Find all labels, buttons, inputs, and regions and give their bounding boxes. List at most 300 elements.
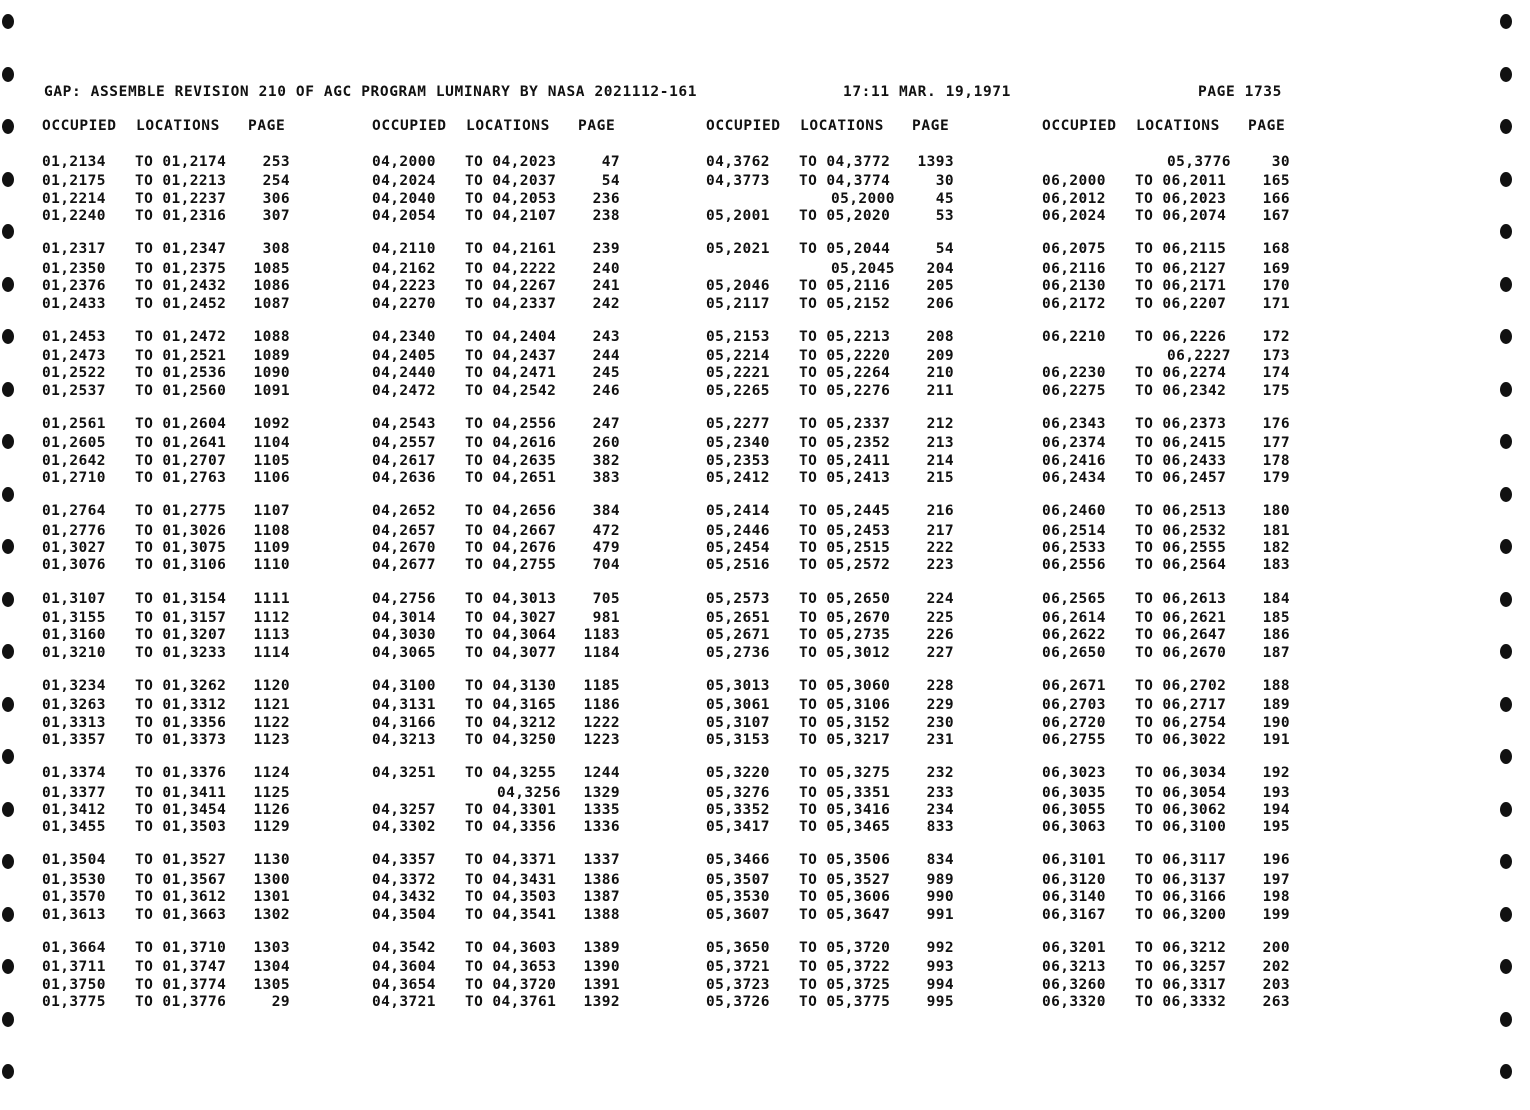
page-number: 1303 (253, 939, 290, 956)
page-number: 1085 (253, 260, 290, 277)
from-location: 05,3276 (706, 784, 770, 801)
to-location: TO 06,2613 (1135, 590, 1227, 607)
to-location: TO 06,2415 (1135, 435, 1227, 452)
to-location: TO 05,3012 (799, 644, 891, 661)
from-location: 04,2340 (372, 328, 436, 345)
from-location: 05,3466 (706, 852, 770, 869)
to-location: TO 05,2116 (799, 278, 891, 295)
to-location: TO 06,2127 (1135, 260, 1227, 277)
column-header-page: PAGE (1248, 118, 1286, 134)
from-location: 06,2416 (1042, 452, 1106, 469)
to-location: TO 05,2411 (799, 452, 891, 469)
page-number: 231 (926, 732, 954, 748)
from-location: 05,3107 (706, 714, 770, 731)
page-number: 234 (926, 801, 954, 818)
feed-hole (2, 1012, 14, 1027)
page-number: 245 (592, 365, 620, 382)
from-location: 06,2614 (1042, 609, 1106, 626)
page-number: 1111 (253, 590, 290, 607)
page-number: 215 (926, 470, 954, 487)
to-location: TO 01,3106 (135, 557, 227, 574)
feed-hole (2, 539, 14, 554)
page-number: 168 (1262, 241, 1290, 258)
from-location: 05,2001 (706, 208, 770, 225)
to-location: TO 05,2220 (799, 348, 891, 364)
page-number: 1107 (253, 503, 290, 520)
from-location: 05,2221 (706, 365, 770, 382)
page-number: 705 (592, 590, 620, 607)
to-location: TO 05,3416 (799, 801, 891, 818)
to-location: TO 04,2107 (465, 208, 557, 225)
from-location: 01,3210 (42, 644, 106, 661)
from-location: 04,3257 (372, 801, 436, 818)
page-number: 254 (262, 173, 290, 190)
to-location: TO 04,3603 (465, 939, 557, 956)
page-number: 167 (1262, 208, 1290, 225)
from-location: 06,2460 (1042, 503, 1106, 520)
page-number: 224 (926, 590, 954, 607)
to-location: TO 04,3077 (465, 644, 557, 661)
page-number: 253 (262, 154, 290, 170)
page-number: 54 (935, 241, 954, 258)
to-location: TO 04,2437 (465, 348, 557, 364)
page-number: 54 (601, 173, 620, 190)
from-location: 04,2677 (372, 557, 436, 574)
page-number: 214 (926, 452, 954, 469)
page-number: 30 (1271, 154, 1290, 170)
from-location: 05,3507 (706, 871, 770, 888)
from-location: 04,3654 (372, 976, 436, 993)
feed-hole (2, 224, 14, 239)
page-number: 206 (926, 295, 954, 312)
column-header-page: PAGE (578, 118, 616, 134)
to-location: TO 04,2651 (465, 470, 557, 487)
feed-hole (1500, 277, 1512, 292)
from-location: 04,2652 (372, 503, 436, 520)
from-location: 04,3131 (372, 697, 436, 714)
feed-hole (2, 329, 14, 344)
to-location: TO 01,3026 (135, 522, 227, 539)
page-number: 1121 (253, 697, 290, 714)
from-location: 06,2434 (1042, 470, 1106, 487)
to-location: TO 01,3663 (135, 906, 227, 923)
to-location: TO 05,3506 (799, 852, 891, 869)
to-location: TO 05,3106 (799, 697, 891, 714)
from-location: 01,3160 (42, 627, 106, 644)
from-location: 01,3530 (42, 871, 106, 888)
to-location: TO 01,3454 (135, 801, 227, 818)
page-number: 179 (1262, 470, 1290, 487)
page-number: 216 (926, 503, 954, 520)
page-number: 170 (1262, 278, 1290, 295)
feed-hole (2, 802, 14, 817)
page-number: 174 (1262, 365, 1290, 382)
page-number: 195 (1262, 819, 1290, 836)
to-location: TO 04,2267 (465, 278, 557, 295)
to-location: TO 01,2347 (135, 241, 227, 258)
from-location: 06,2671 (1042, 677, 1106, 694)
page-number: 227 (926, 644, 954, 661)
to-location: TO 04,2656 (465, 503, 557, 520)
page-number: 213 (926, 435, 954, 452)
page-number: 306 (262, 190, 290, 207)
from-location: 04,2472 (372, 382, 436, 399)
page-number: 382 (592, 452, 620, 469)
to-location: TO 04,3774 (799, 173, 891, 190)
from-location: 05,2340 (706, 435, 770, 452)
page-number: 233 (926, 784, 954, 801)
from-location: 04,3432 (372, 889, 436, 906)
to-location: TO 01,3157 (135, 609, 227, 626)
to-location: TO 05,2735 (799, 627, 891, 644)
from-location: 05,3721 (706, 959, 770, 976)
page-number: 194 (1262, 801, 1290, 818)
to-location: TO 06,2342 (1135, 382, 1227, 399)
to-location: TO 05,3060 (799, 677, 891, 694)
page-number: 989 (926, 871, 954, 888)
feed-hole (1500, 67, 1512, 82)
from-location: 04,2543 (372, 415, 436, 432)
to-location: 05,2045 (831, 260, 895, 277)
to-location: TO 04,2161 (465, 241, 557, 258)
from-location: 06,2024 (1042, 208, 1106, 225)
to-location: TO 05,3775 (799, 993, 891, 1010)
page-number: 1086 (253, 278, 290, 295)
from-location: 04,2405 (372, 348, 436, 364)
from-location: 06,3260 (1042, 976, 1106, 993)
from-location: 04,2617 (372, 452, 436, 469)
page-number: 1244 (583, 765, 620, 782)
feed-hole (2, 854, 14, 869)
from-location: 01,2710 (42, 470, 106, 487)
from-location: 01,3377 (42, 784, 106, 801)
page-number: 1389 (583, 939, 620, 956)
page-number: 990 (926, 889, 954, 906)
page-number: 1184 (583, 644, 620, 661)
page-number: 384 (592, 503, 620, 520)
from-location: 01,3263 (42, 697, 106, 714)
page-number: 1104 (253, 435, 290, 452)
to-location: TO 04,3064 (465, 627, 557, 644)
to-location: TO 06,3257 (1135, 959, 1227, 976)
to-location: TO 01,3774 (135, 976, 227, 993)
feed-hole (1500, 854, 1512, 869)
from-location: 04,2040 (372, 190, 436, 207)
page-number: 1114 (253, 644, 290, 661)
feed-hole (1500, 487, 1512, 502)
to-location: TO 04,2542 (465, 382, 557, 399)
from-location: 06,2755 (1042, 732, 1106, 748)
page-number: 204 (926, 260, 954, 277)
feed-hole (1500, 329, 1512, 344)
from-location: 06,3063 (1042, 819, 1106, 836)
listing-title: GAP: ASSEMBLE REVISION 210 OF AGC PROGRAM LUMINARY BY NASA 2021112-161 (44, 84, 698, 100)
page-number: 223 (926, 557, 954, 574)
page-number: 383 (592, 470, 620, 487)
page-number: 1110 (253, 557, 290, 574)
to-location: TO 06,3054 (1135, 784, 1227, 801)
from-location: 04,3014 (372, 609, 436, 626)
feed-hole (1500, 14, 1512, 29)
from-location: 01,3374 (42, 765, 106, 782)
from-location: 04,2636 (372, 470, 436, 487)
to-location: TO 06,2702 (1135, 677, 1227, 694)
to-location: TO 01,2521 (135, 348, 227, 364)
column-header-occupied: OCCUPIED (1042, 118, 1117, 134)
to-location: TO 01,3376 (135, 765, 227, 782)
from-location: 06,2650 (1042, 644, 1106, 661)
from-location: 06,2210 (1042, 328, 1106, 345)
to-location: TO 01,2560 (135, 382, 227, 399)
page-number: 1124 (253, 765, 290, 782)
page-number: 226 (926, 627, 954, 644)
to-location: TO 06,2171 (1135, 278, 1227, 295)
to-location: TO 06,2433 (1135, 452, 1227, 469)
from-location: 05,3530 (706, 889, 770, 906)
from-location: 01,2764 (42, 503, 106, 520)
from-location: 06,2720 (1042, 714, 1106, 731)
to-location: TO 01,2472 (135, 328, 227, 345)
page-number: 182 (1262, 540, 1290, 556)
to-location: TO 04,2053 (465, 190, 557, 207)
page-number: 981 (592, 609, 620, 626)
from-location: 06,2343 (1042, 415, 1106, 432)
from-location: 01,2317 (42, 241, 106, 258)
from-location: 05,2046 (706, 278, 770, 295)
feed-hole (2, 382, 14, 397)
to-location: TO 04,3027 (465, 609, 557, 626)
page-number: 1304 (253, 959, 290, 976)
column-header-occupied: OCCUPIED (42, 118, 117, 134)
to-location: TO 04,3212 (465, 714, 557, 731)
page-number: 1222 (583, 714, 620, 731)
feed-hole (1500, 382, 1512, 397)
from-location: 01,3775 (42, 993, 106, 1010)
to-location: TO 05,2352 (799, 435, 891, 452)
from-location: 05,3607 (706, 906, 770, 923)
from-location: 01,2240 (42, 208, 106, 225)
page-number: 992 (926, 939, 954, 956)
to-location: TO 04,2023 (465, 154, 557, 170)
to-location: TO 04,3431 (465, 871, 557, 888)
page-number: 1106 (253, 470, 290, 487)
page-number: 1120 (253, 677, 290, 694)
from-location: 01,2473 (42, 348, 106, 364)
from-location: 04,3302 (372, 819, 436, 836)
page-number: 192 (1262, 765, 1290, 782)
to-location: TO 04,2037 (465, 173, 557, 190)
page-number: 308 (262, 241, 290, 258)
page-number: 198 (1262, 889, 1290, 906)
to-location: TO 05,3647 (799, 906, 891, 923)
to-location: TO 05,3465 (799, 819, 891, 836)
from-location: 01,3357 (42, 732, 106, 748)
from-location: 01,2433 (42, 295, 106, 312)
from-location: 05,2117 (706, 295, 770, 312)
page-number: 1123 (253, 732, 290, 748)
from-location: 04,3604 (372, 959, 436, 976)
page-number: 993 (926, 959, 954, 976)
from-location: 06,2703 (1042, 697, 1106, 714)
from-location: 01,3750 (42, 976, 106, 993)
page-number: 1337 (583, 852, 620, 869)
from-location: 01,3155 (42, 609, 106, 626)
from-location: 04,2270 (372, 295, 436, 312)
to-location: TO 01,3612 (135, 889, 227, 906)
page-number: 995 (926, 993, 954, 1010)
from-location: 04,3762 (706, 154, 770, 170)
page-number: 1108 (253, 522, 290, 539)
from-location: 06,2172 (1042, 295, 1106, 312)
from-location: 05,2516 (706, 557, 770, 574)
page-number: 189 (1262, 697, 1290, 714)
from-location: 05,2214 (706, 348, 770, 364)
page-number: 479 (592, 540, 620, 556)
from-location: 01,3455 (42, 819, 106, 836)
from-location: 01,3711 (42, 959, 106, 976)
to-location: TO 04,3013 (465, 590, 557, 607)
to-location: TO 01,2174 (135, 154, 227, 170)
page-number: 236 (592, 190, 620, 207)
page-number: 241 (592, 278, 620, 295)
page-number: 1393 (917, 154, 954, 170)
from-location: 01,2214 (42, 190, 106, 207)
page-number: 1105 (253, 452, 290, 469)
page-number: 181 (1262, 522, 1290, 539)
page-number: 1329 (583, 784, 620, 801)
to-location: TO 06,2226 (1135, 328, 1227, 345)
page-number: 1087 (253, 295, 290, 312)
page-number: 30 (935, 173, 954, 190)
from-location: 05,3061 (706, 697, 770, 714)
to-location: TO 04,3250 (465, 732, 557, 748)
from-location: 04,3100 (372, 677, 436, 694)
from-location: 06,2556 (1042, 557, 1106, 574)
from-location: 05,2021 (706, 241, 770, 258)
from-location: 04,2657 (372, 522, 436, 539)
page-number: 197 (1262, 871, 1290, 888)
from-location: 05,2454 (706, 540, 770, 556)
from-location: 06,3167 (1042, 906, 1106, 923)
to-location: TO 05,3527 (799, 871, 891, 888)
from-location: 05,2651 (706, 609, 770, 626)
page-number: 209 (926, 348, 954, 364)
page-number: 704 (592, 557, 620, 574)
from-location: 04,2162 (372, 260, 436, 277)
to-location: TO 06,3117 (1135, 852, 1227, 869)
to-location: TO 05,3725 (799, 976, 891, 993)
page-number: 1392 (583, 993, 620, 1010)
page-number: 307 (262, 208, 290, 225)
from-location: 04,3773 (706, 173, 770, 190)
from-location: 06,2533 (1042, 540, 1106, 556)
to-location: TO 05,2276 (799, 382, 891, 399)
from-location: 06,3120 (1042, 871, 1106, 888)
to-location: TO 01,3373 (135, 732, 227, 748)
from-location: 01,2776 (42, 522, 106, 539)
to-location: TO 06,2207 (1135, 295, 1227, 312)
to-location: TO 01,2536 (135, 365, 227, 382)
feed-hole (1500, 959, 1512, 974)
to-location: TO 01,2213 (135, 173, 227, 190)
page-number: 202 (1262, 959, 1290, 976)
to-location: TO 01,2707 (135, 452, 227, 469)
to-location: TO 05,2572 (799, 557, 891, 574)
to-location: TO 06,3137 (1135, 871, 1227, 888)
page-number: 1090 (253, 365, 290, 382)
feed-hole (2, 172, 14, 187)
to-location: TO 01,3710 (135, 939, 227, 956)
column-header-page: PAGE (912, 118, 950, 134)
to-location: TO 05,2413 (799, 470, 891, 487)
to-location: TO 06,3200 (1135, 906, 1227, 923)
to-location: TO 01,3356 (135, 714, 227, 731)
to-location: TO 01,2237 (135, 190, 227, 207)
to-location: TO 05,3217 (799, 732, 891, 748)
to-location: TO 06,3062 (1135, 801, 1227, 818)
from-location: 05,2414 (706, 503, 770, 520)
to-location: TO 05,3606 (799, 889, 891, 906)
page-number: 240 (592, 260, 620, 277)
from-location: 05,2153 (706, 328, 770, 345)
page-number: 47 (601, 154, 620, 170)
from-location: 04,2223 (372, 278, 436, 295)
to-location: TO 01,2316 (135, 208, 227, 225)
from-location: 05,3352 (706, 801, 770, 818)
page-number: 1335 (583, 801, 620, 818)
page-number: 1185 (583, 677, 620, 694)
to-location: TO 06,2754 (1135, 714, 1227, 731)
page-number: 1126 (253, 801, 290, 818)
from-location: 05,3220 (706, 765, 770, 782)
from-location: 05,2446 (706, 522, 770, 539)
page-number: 1113 (253, 627, 290, 644)
page-number: 1387 (583, 889, 620, 906)
from-location: 05,3153 (706, 732, 770, 748)
feed-hole (1500, 224, 1512, 239)
feed-hole (2, 119, 14, 134)
to-location: TO 01,2452 (135, 295, 227, 312)
to-location: TO 04,2337 (465, 295, 557, 312)
to-location: TO 05,2213 (799, 328, 891, 345)
to-location: TO 04,2404 (465, 328, 557, 345)
page-number: 205 (926, 278, 954, 295)
page-number: 1088 (253, 328, 290, 345)
feed-hole (1500, 907, 1512, 922)
listing-page-number: PAGE 1735 (1198, 84, 1282, 100)
page-number: 247 (592, 415, 620, 432)
to-location: TO 01,3075 (135, 540, 227, 556)
to-location: TO 04,3130 (465, 677, 557, 694)
from-location: 06,3320 (1042, 993, 1106, 1010)
to-location: TO 06,2670 (1135, 644, 1227, 661)
from-location: 06,2012 (1042, 190, 1106, 207)
to-location: TO 04,3255 (465, 765, 557, 782)
to-location: TO 05,2337 (799, 415, 891, 432)
feed-hole (1500, 539, 1512, 554)
from-location: 06,2374 (1042, 435, 1106, 452)
from-location: 06,2075 (1042, 241, 1106, 258)
from-location: 06,3213 (1042, 959, 1106, 976)
from-location: 04,2670 (372, 540, 436, 556)
from-location: 05,3417 (706, 819, 770, 836)
to-location: TO 06,2647 (1135, 627, 1227, 644)
to-location: TO 05,2650 (799, 590, 891, 607)
from-location: 01,2537 (42, 382, 106, 399)
column-header-locations: LOCATIONS (136, 118, 220, 134)
from-location: 05,2412 (706, 470, 770, 487)
from-location: 06,2275 (1042, 382, 1106, 399)
